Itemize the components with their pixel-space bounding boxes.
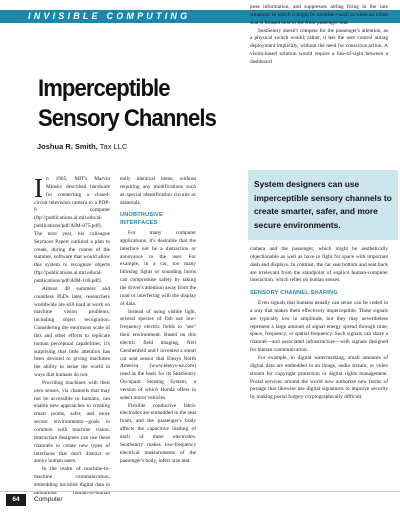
col3-paragraph-4: Even signals that humans usually can sense can be coded in a way that makes them effectively imperceptible. These signals are typically low in amplitude, but they may nevertheless represent a large amount of signal energy spread through time, space, frequency, or spatial frequency. Such signals can share a channel—and associated infrastructure—with signals designed for human communication. [250, 300, 388, 354]
col3-paragraph-1: pose information, and suppresses airbag firing in the rare situations in which it might be harmful—such as when an infant seat is located next to the front passenger seat. [250, 4, 388, 26]
page-number: 64 [6, 494, 26, 506]
column-2 [120, 176, 196, 494]
col1-paragraph-4: In the realm of machine-to-machine communication, embedding invisible digital data in ubiquitous human-to-human [34, 466, 110, 494]
col2-paragraph-1: ently identical items, without requiring any modifications such as special identification circuits or materials. [120, 176, 196, 206]
col2-paragraph-4: Flexible conductive fabric electrodes are embedded in the seat foam, and the passenger's body affects the capacitive loading of each of these electrodes. SeatSentry makes low-frequency electrical measurements of the passenger's body, infers size and [120, 402, 196, 464]
col2-paragraph-2: For many computer applications, it's desirable that the interface not be a distraction or annoyance to the user. For example, in a car, too many blinking lights or sounding horns can compromise safety by taking the driver's attention away from the road or interfering with the display of data. [120, 230, 196, 307]
subhead-unobtrusive-interfaces: UNOBTRUSIVE INTERFACES [120, 212, 163, 227]
article-title-line-1: Imperceptible [38, 75, 170, 102]
article-byline [37, 142, 127, 151]
magazine-name: Computer [34, 496, 63, 503]
author-affiliation: Tax LLC [97, 142, 128, 151]
col2-paragraph-3: Instead of using visible light, several species of fish use low-frequency electric fields to "see" their environment. Based on this electric field imaging, Neil Gershenfeld and I invented a smart car seat sensor that Elesys North America (www.elesys-na.com) used as the basis for its SeatSentry Occupant Sensing System, a version of which Honda offers in select motor vehicles. [120, 308, 196, 401]
col1-paragraph-1: n 1965, MIT's Marvin Minsky described hardware for connecting a closed-circuit television camera to a PDP-6 computer (ftp://publications.ai.mit.edu/ai-publications/pdf/AIM-075.pdf). The next year, his colleague Seymour Papert outlined a plan to create, during the course of the summer, software that would allow this system to recognize objects (ftp://publications.ai.mit.edu/ai-publications/pdf/AIM-100.pdf). [34, 176, 110, 284]
column-3-top [250, 4, 388, 167]
drop-cap: I [34, 176, 43, 203]
col3-paragraph-5: For example, in digital watermarking, small amounts of digital data are embedded in an image, audio stream, or video stream for copyright protection or digital rights management. Postal services around the world now authorize new forms of postage that likewise use digital signatures to improve security by making postal forgery cryptographically difficult. [250, 354, 388, 401]
col1-paragraph-2: Almost 40 summers and countless PhDs later, researchers worldwide are still hard at work on machine vision problems, including object recognition. Considering the enormous scale of this and other efforts to replicate human perceptual capabilities, it's surprising that little attention has been devoted to giving machines the ability to sense the world in ways that humans do not. [34, 285, 110, 379]
footer-rule [0, 491, 400, 492]
author-name: Joshua R. Smith, [37, 142, 98, 151]
subhead-sensory-channel-sharing: SENSORY CHANNEL SHARING [250, 290, 338, 297]
col3-paragraph-2: SeatSentry doesn't compete for the passenger's attention, as a physical switch would; rather, it lets the user control airbag deployment implicitly, without the need for conscious action. A vision-based solution would require a line-of-sight between a dashboard [250, 27, 388, 65]
column-1 [34, 176, 110, 494]
col1-paragraph-3: Providing machines with their own senses, via channels that may not be accessible to humans, can enable new approaches to creating smart rooms, safer, and more secure environments—goals in common with machine vision. Interaction designers can use these channels to create new types of interfaces that don't distract or annoy human users. [34, 379, 110, 465]
column-3-bottom [250, 246, 388, 492]
pull-quote-text: System designers can use imperceptible sensory channels to create smarter, safer, and more secure environments. [254, 179, 392, 230]
section-label: INVISIBLE COMPUTING [28, 11, 191, 21]
article-title-line-2: Sensory Channels [38, 105, 216, 132]
pull-quote [248, 170, 398, 240]
col3-paragraph-3: camera and the passenger, which might be aesthetically objectionable as well as have to fight for space with important dash and displays. In contrast, the car seat bottom and seat back are irrelevant from the standpoint of explicit human-computer interaction, which relies on human senses. [250, 246, 388, 284]
